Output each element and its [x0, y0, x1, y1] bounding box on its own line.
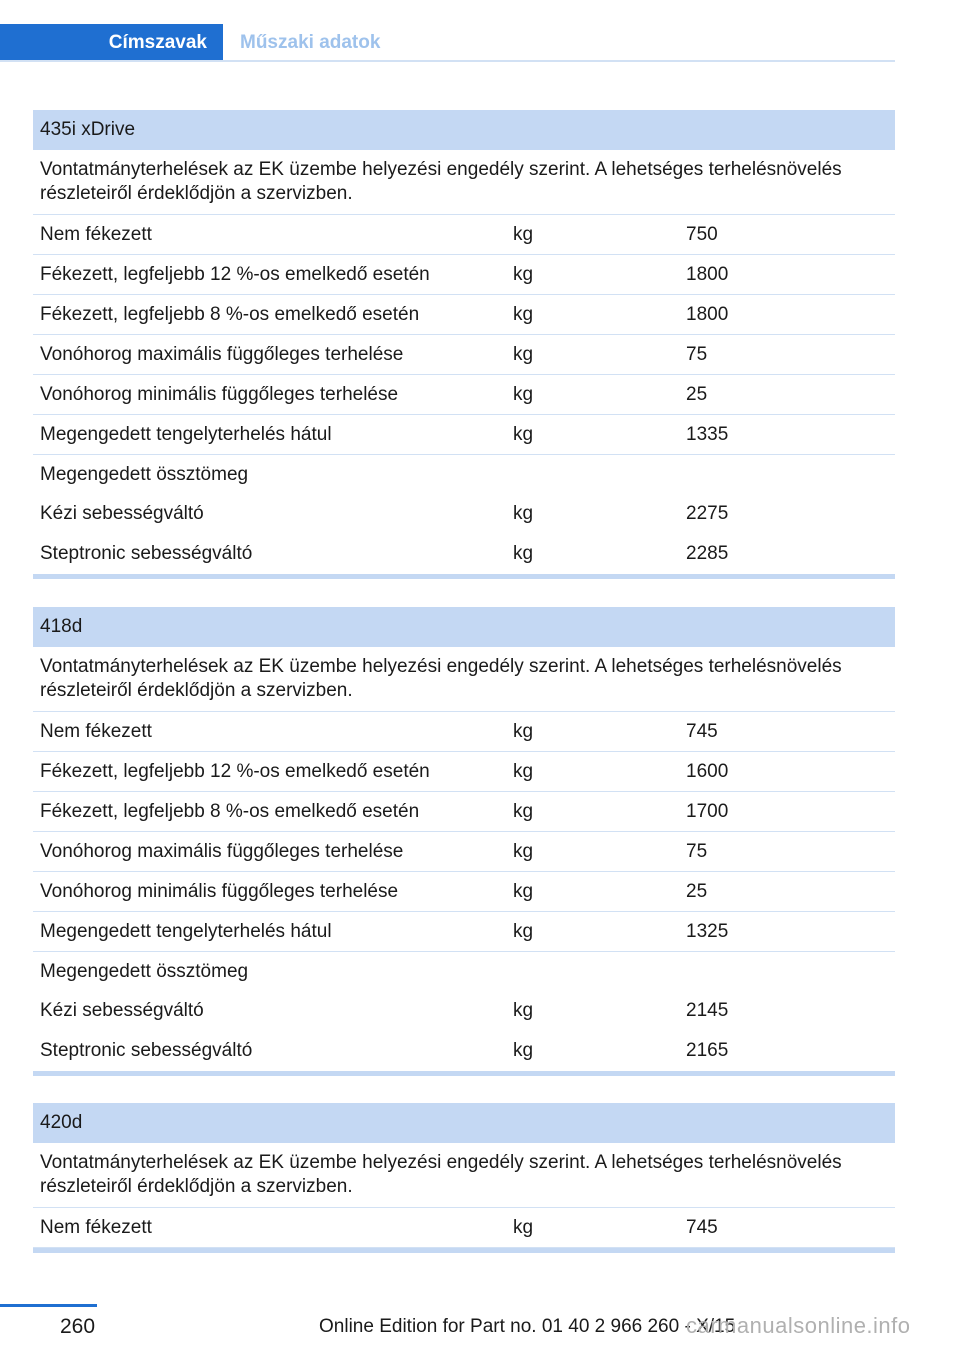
table-row	[33, 752, 895, 792]
row-value: 25	[686, 383, 708, 405]
row-unit: kg	[513, 760, 534, 782]
page-number-rule	[0, 1304, 97, 1307]
table-end-bar	[33, 574, 895, 579]
row-unit: kg	[513, 542, 534, 564]
row-value: 2275	[686, 503, 729, 525]
row-value: 1600	[686, 760, 729, 782]
table-end-bar	[33, 1071, 895, 1076]
row-value: 1800	[686, 303, 729, 325]
row-unit: kg	[513, 223, 534, 245]
table-end-bar	[33, 1248, 895, 1253]
row-unit: kg	[513, 720, 534, 742]
table-note: Vontatmányterhelések az EK üzembe helyezési engedély szerint. A lehetséges terhelésnövelés részleteiről érdeklődjön a szervizben.	[33, 150, 895, 215]
row-value: 1800	[686, 263, 729, 285]
total-weight-label: Megengedett össztömeg	[40, 960, 249, 982]
row-value: 75	[686, 840, 708, 862]
total-weight-heading-row	[33, 455, 895, 495]
row-unit: kg	[513, 840, 534, 862]
page-number: 260	[60, 1315, 96, 1338]
table-row	[33, 215, 895, 255]
table-header	[33, 1103, 895, 1143]
row-label: Nem fékezett	[40, 720, 152, 742]
row-label: Fékezett, legfeljebb 8 %-os emelkedő esetén	[40, 303, 420, 325]
table-row	[33, 992, 895, 1032]
table-header	[33, 110, 895, 150]
tab-technical-data[interactable]: Műszaki adatok	[240, 32, 381, 53]
row-label: Fékezett, legfeljebb 12 %-os emelkedő esetén	[40, 760, 430, 782]
table-row	[33, 872, 895, 912]
model-name: 420d	[40, 1112, 83, 1133]
table-row	[33, 1031, 895, 1071]
row-label: Nem fékezett	[40, 223, 152, 245]
row-value: 745	[686, 1216, 718, 1238]
table-row	[33, 375, 895, 415]
table-note: Vontatmányterhelések az EK üzembe helyezési engedély szerint. A lehetséges terhelésnövelés részleteiről érdeklődjön a szervizben.	[33, 1143, 895, 1208]
row-unit: kg	[513, 1000, 534, 1022]
table-row	[33, 335, 895, 375]
row-value: 1325	[686, 920, 729, 942]
row-label: Vonóhorog minimális függőleges terhelése	[40, 880, 399, 902]
row-label: Nem fékezett	[40, 1216, 152, 1238]
table-row	[33, 712, 895, 752]
row-unit: kg	[513, 1039, 534, 1061]
row-unit: kg	[513, 303, 534, 325]
table-row	[33, 832, 895, 872]
row-value: 1335	[686, 423, 729, 445]
row-label: Fékezett, legfeljebb 8 %-os emelkedő esetén	[40, 800, 420, 822]
row-unit: kg	[513, 343, 534, 365]
row-label: Vonóhorog maximális függőleges terhelése	[40, 840, 404, 862]
row-value: 25	[686, 880, 708, 902]
spec-table-435i	[33, 110, 895, 579]
table-row	[33, 295, 895, 335]
row-unit: kg	[513, 263, 534, 285]
row-label: Kézi sebességváltó	[40, 1000, 204, 1022]
row-label: Steptronic sebességváltó	[40, 542, 253, 564]
table-row	[33, 415, 895, 455]
row-unit: kg	[513, 800, 534, 822]
row-unit: kg	[513, 1216, 534, 1238]
row-unit: kg	[513, 920, 534, 942]
row-unit: kg	[513, 880, 534, 902]
row-value: 1700	[686, 800, 729, 822]
row-value: 750	[686, 223, 718, 245]
model-name: 435i xDrive	[40, 119, 136, 140]
row-value: 2285	[686, 542, 729, 564]
row-label: Megengedett tengelyterhelés hátul	[40, 423, 332, 445]
table-row	[33, 912, 895, 952]
row-label: Vonóhorog minimális függőleges terhelése	[40, 383, 399, 405]
edition-footer: Online Edition for Part no. 01 40 2 966 260 - X/15	[319, 1316, 736, 1337]
tab-keywords[interactable]: Címszavak	[0, 24, 223, 62]
row-label: Vonóhorog maximális függőleges terhelése	[40, 343, 404, 365]
row-value: 2165	[686, 1039, 729, 1061]
table-header	[33, 607, 895, 647]
table-row	[33, 1208, 895, 1248]
row-unit: kg	[513, 503, 534, 525]
total-weight-label: Megengedett össztömeg	[40, 463, 249, 485]
total-weight-heading-row	[33, 952, 895, 992]
tab-bar-rule	[0, 60, 895, 62]
row-value: 745	[686, 720, 718, 742]
row-label: Fékezett, legfeljebb 12 %-os emelkedő esetén	[40, 263, 430, 285]
row-label: Steptronic sebességváltó	[40, 1039, 253, 1061]
spec-table-420d	[33, 1103, 895, 1253]
table-row	[33, 534, 895, 574]
table-row	[33, 255, 895, 295]
model-name: 418d	[40, 616, 83, 637]
watermark: carmanualsonline.info	[686, 1313, 911, 1338]
table-note: Vontatmányterhelések az EK üzembe helyezési engedély szerint. A lehetséges terhelésnövelés részleteiről érdeklődjön a szervizben.	[33, 647, 895, 712]
table-row	[33, 792, 895, 832]
row-value: 75	[686, 343, 708, 365]
row-unit: kg	[513, 383, 534, 405]
row-unit: kg	[513, 423, 534, 445]
row-label: Kézi sebességváltó	[40, 503, 204, 525]
top-tab-bar	[0, 24, 895, 62]
spec-table-418d	[33, 607, 895, 1076]
row-label: Megengedett tengelyterhelés hátul	[40, 920, 332, 942]
table-row	[33, 495, 895, 535]
row-value: 2145	[686, 1000, 729, 1022]
